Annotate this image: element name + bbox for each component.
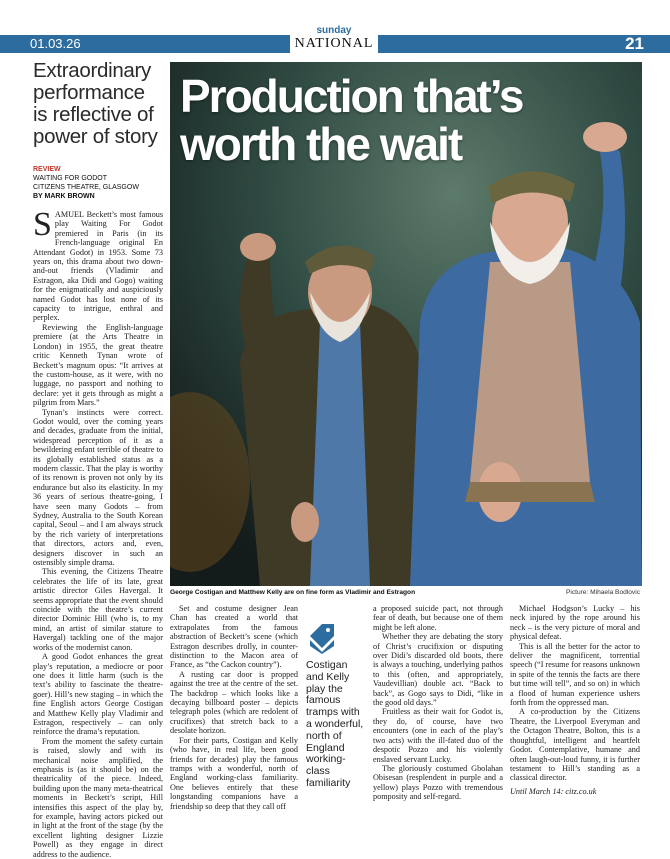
paragraph: Reviewing the English-language premiere (at the Arts Theatre in London) in 1955, the great theatre critic Kenneth Tynan wrote of Beckett’s magnum opus: “It arrives at the custom-house, as it were, with no luggage, no passport and nothing to declare: yet it gets through as might a pilgrim from Mars.” bbox=[33, 322, 163, 408]
production-title: WAITING FOR GODOT bbox=[33, 175, 108, 182]
paragraph: From the moment the safety curtain is raised, slowly and with its mechanical noise amplified, the emphasis is (as it should be) on the theatricality of the piece. Indeed, building upon the many meta-theatrical moments in Beckett’s script, Hill intensifies this aspect of the play by, for example, having actors picked out in light at the front of the stage (by the excellent lighting designer Lizzie Powell) as they engage in direct address to the audience. bbox=[33, 736, 163, 859]
article-column-4 bbox=[510, 604, 640, 796]
paragraph: Whether they are debating the story of Christ’s crucifixion or disputing over Didi’s discarded old boots, there is always a touching, underlying pathos to this (often, and appropriately, Vaudevillian) double act. “Back to back”, as Gogo says to Didi, “like in the good old days.” bbox=[373, 632, 503, 708]
masthead-logo bbox=[290, 26, 378, 54]
paragraph: For their parts, Costigan and Kelly (who have, in real life, been good friends for decades) play the famous tramps with a wonderful, north of England working-class familiarity. One believes entirely that these longstanding companions have a friendship so deep that they call off bbox=[170, 735, 298, 811]
paragraph: Set and costume designer Jean Chan has created a world that extrapolates from the famous abstraction of Beckett’s scene (which Estragon describes drolly, in counter-distinction to the Macon area of France, as “the Cackon country”). bbox=[170, 604, 298, 670]
byline: BY MARK BROWN bbox=[33, 193, 95, 200]
photo-credit: Picture: Mihaela Bodlovic bbox=[565, 589, 640, 596]
paragraph: This evening, the Citizens Theatre celebrates the life of its late, great artistic director Giles Havergal. It seems appropriate that the event should coincide with the theatre’s current director Dominic Hill (who is, to my mind, an artist of similar stature to Havergal) tackling one of the major works of the modernist canon. bbox=[33, 567, 163, 652]
review-label: REVIEW bbox=[33, 166, 61, 173]
masthead-national: NATIONAL bbox=[294, 36, 374, 51]
article-column-2 bbox=[170, 604, 298, 811]
paragraph: Tynan’s instincts were correct. Godot would, over the coming years and decades, graduate from the initial, widespread perception of it as a bewildering enfant terrible of theatre to its globally established status as a modern classic. That the play is worthy of its renown is proven not only by its endurance but also its elasticity. In my 36 years of serious theatre-going, I have seen many Godots – from Sydney, Australia to the South Korean capital, Seoul – and I am always struck by the rich variety of interpretations that directors, actors and, even, designers discover in such an ostensibly simple drama. bbox=[33, 407, 163, 568]
paragraph: The gloriously costumed Gbolahan Obisesan (resplendent in purple and a yellow) plays Pozzo with tremendous pomposity and self-regard. bbox=[373, 763, 503, 802]
main-headline: Production that’s worth the wait bbox=[180, 70, 523, 170]
tag-icon bbox=[306, 622, 336, 654]
pull-quote: Costigan and Kelly play the famous tramps with a wonderful, north of England working-class familiarity bbox=[306, 659, 364, 789]
venue: CITIZENS THEATRE, GLASGOW bbox=[33, 184, 139, 191]
article-column-3 bbox=[373, 604, 503, 802]
run-dates: Until March 14: citz.co.uk bbox=[510, 786, 597, 796]
drop-cap: S bbox=[33, 206, 52, 243]
review-meta bbox=[33, 165, 168, 201]
issue-date: 01.03.26 bbox=[30, 36, 81, 51]
paragraph: a proposed suicide pact, not through fear of death, but because one of them might be left alone. bbox=[373, 604, 503, 632]
page-number: 21 bbox=[625, 34, 644, 53]
paragraph: A co-production by the Citizens Theatre, the Liverpool Everyman and the Octagon Theatre, Bolton, this is a thoughtful, intelligent and heartfelt Godot. Contemplative, humane and often laugh-out-loud funny, it is further testament to Hill’s standing as a classical director. bbox=[510, 707, 640, 783]
paragraph: Michael Hodgson’s Lucky – his neck injured by the rope around his neck – is the very picture of moral and physical defeat. bbox=[510, 604, 640, 642]
masthead-sunday: sunday bbox=[316, 25, 352, 36]
paragraph: This is all the better for the actor to deliver the magnificent, torrential speech (“I resume for reasons unknown in spite of the tennis the facts are there but time will tell”, and so on) in which a flood of human experience ushers forth from the oppressed man. bbox=[510, 641, 640, 708]
article-column-1 bbox=[33, 206, 163, 859]
kicker-headline: Extraordinary performance is reflective of power of story bbox=[33, 59, 158, 148]
paragraph: AMUEL Beckett’s most famous play Waiting For Godot premiered in Paris (in its French-language original En Attendant Godot) in 1953. Some 73 years on, this drama about two down-and-out friends (Vladimir and Estragon, aka Didi and Gogo) waiting for the enigmatically and auspiciously named Godot has lost none of its capacity to intrigue, enthral and perplex. bbox=[33, 210, 163, 323]
photo-caption: George Costigan and Matthew Kelly are on fine form as Vladimir and Estragon bbox=[170, 589, 416, 596]
paragraph: A rusting car door is propped against the tree at the centre of the set. The backdrop – which looks like a decaying billboard poster – depicts telegraph poles (which are redolent of crucifixes) that stretch back to a desolate horizon. bbox=[170, 669, 298, 736]
paragraph: Fruitless as their wait for Godot is, they do, of course, have two encounters (one in each of the play’s two acts) with the ill-fated duo of the despotic Pozzo and his violently enslaved servant Lucky. bbox=[373, 707, 503, 764]
paragraph: A good Godot enhances the great play’s reputation, a mediocre or poor one does it little harm (such is the text’s ability to fascinate the theatre-goer). Hill’s new staging – in which the fine English actors George Costigan and Matthew Kelly play Vladimir and Estragon, respectively – can only reinforce the drama’s reputation. bbox=[33, 652, 163, 737]
